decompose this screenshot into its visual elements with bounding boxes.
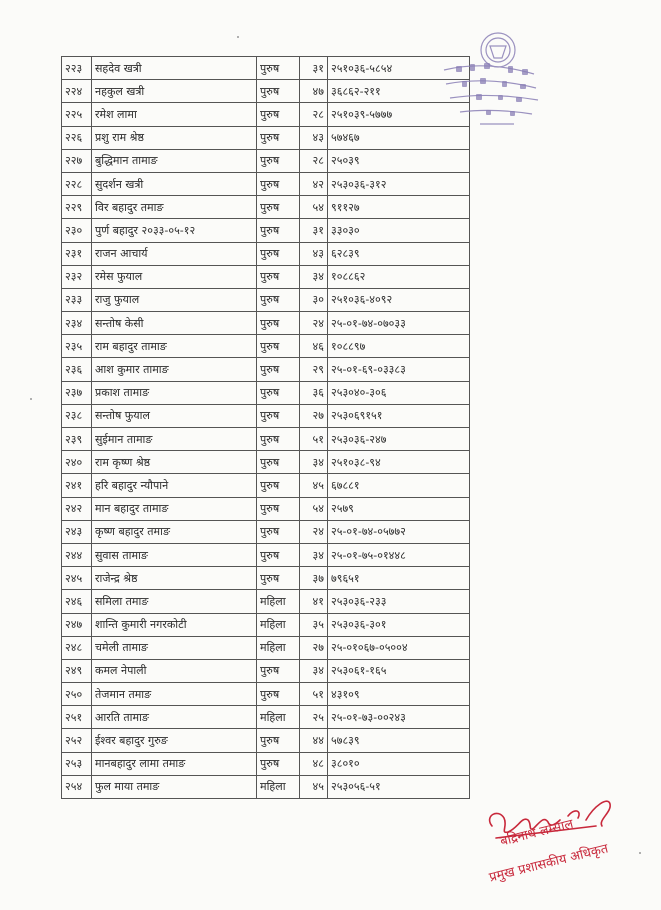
gender-cell: पुरुष	[257, 265, 300, 288]
gender-cell: पुरुष	[257, 520, 300, 543]
age-cell: २७	[300, 636, 328, 659]
age-cell: ४७	[300, 80, 328, 103]
table-row	[62, 659, 470, 682]
serial-number-cell: २५१	[62, 706, 92, 729]
table-row	[62, 103, 470, 126]
serial-number-cell: २३१	[62, 242, 92, 265]
gender-cell: पुरुष	[257, 358, 300, 381]
name-cell: चमेली तामाङ	[92, 636, 257, 659]
citizenship-id-cell: २५१०३६-४०९२	[328, 288, 470, 311]
gender-cell: पुरुष	[257, 312, 300, 335]
table-row	[62, 729, 470, 752]
table-row	[62, 497, 470, 520]
name-cell: राजन आचार्य	[92, 242, 257, 265]
serial-number-cell: २२३	[62, 57, 92, 80]
serial-number-cell: २३८	[62, 404, 92, 427]
table-row	[62, 706, 470, 729]
name-cell: प्रशु राम श्रेष्ठ	[92, 126, 257, 149]
citizenship-id-cell: २५३०३६-२३३	[328, 590, 470, 613]
gender-cell: पुरुष	[257, 683, 300, 706]
age-cell: २४	[300, 312, 328, 335]
gender-cell: पुरुष	[257, 288, 300, 311]
table-row	[62, 335, 470, 358]
gender-cell: पुरुष	[257, 381, 300, 404]
citizenship-id-cell: २५३०३६-२४७	[328, 428, 470, 451]
age-cell: २७	[300, 404, 328, 427]
table-row	[62, 219, 470, 242]
table-row	[62, 404, 470, 427]
table-row	[62, 265, 470, 288]
age-cell: २९	[300, 358, 328, 381]
gender-cell: पुरुष	[257, 149, 300, 172]
table-row	[62, 428, 470, 451]
citizenship-id-cell: २५-०१-६९-०३३८३	[328, 358, 470, 381]
gender-cell: महिला	[257, 613, 300, 636]
roster-table	[61, 56, 470, 799]
citizenship-id-cell: २५३०६९१५१	[328, 404, 470, 427]
name-cell: रमेस फुयाल	[92, 265, 257, 288]
serial-number-cell: २३६	[62, 358, 92, 381]
citizenship-id-cell: १०८८९७	[328, 335, 470, 358]
gender-cell: पुरुष	[257, 196, 300, 219]
gender-cell: पुरुष	[257, 242, 300, 265]
signatory-title: प्रमुख प्रशासकीय अधिकृत	[487, 841, 610, 886]
citizenship-id-cell: २५-०१-७४-०५७७२	[328, 520, 470, 543]
gender-cell: पुरुष	[257, 567, 300, 590]
citizenship-id-cell: ५७८३९	[328, 729, 470, 752]
table-row	[62, 80, 470, 103]
age-cell: ३४	[300, 451, 328, 474]
age-cell: २८	[300, 103, 328, 126]
age-cell: ३०	[300, 288, 328, 311]
serial-number-cell: २३४	[62, 312, 92, 335]
serial-number-cell: २४९	[62, 659, 92, 682]
name-cell: समिला तमाङ	[92, 590, 257, 613]
age-cell: २५	[300, 706, 328, 729]
table-row	[62, 242, 470, 265]
age-cell: ५४	[300, 497, 328, 520]
gender-cell: पुरुष	[257, 219, 300, 242]
office-seal-stamp	[436, 26, 551, 141]
age-cell: ३१	[300, 57, 328, 80]
name-cell: राजु फुयाल	[92, 288, 257, 311]
serial-number-cell: २५४	[62, 775, 92, 798]
table-row	[62, 636, 470, 659]
serial-number-cell: २४६	[62, 590, 92, 613]
table-row	[62, 358, 470, 381]
name-cell: बुद्धिमान तामाङ	[92, 149, 257, 172]
gender-cell: पुरुष	[257, 335, 300, 358]
name-cell: ईश्वर बहादुर गुरुङ	[92, 729, 257, 752]
table-row	[62, 288, 470, 311]
name-cell: विर बहादुर तमाङ	[92, 196, 257, 219]
citizenship-id-cell: ६७८८१	[328, 474, 470, 497]
table-row	[62, 312, 470, 335]
table-row	[62, 775, 470, 798]
gender-cell: पुरुष	[257, 474, 300, 497]
serial-number-cell: २४५	[62, 567, 92, 590]
name-cell: शान्ति कुमारी नगरकोटी	[92, 613, 257, 636]
serial-number-cell: २३०	[62, 219, 92, 242]
table-row	[62, 520, 470, 543]
gender-cell: महिला	[257, 775, 300, 798]
serial-number-cell: २४७	[62, 613, 92, 636]
table-row	[62, 543, 470, 566]
age-cell: ३७	[300, 567, 328, 590]
table-row	[62, 567, 470, 590]
citizenship-id-cell: ५७४६७	[328, 126, 470, 149]
gender-cell: महिला	[257, 636, 300, 659]
age-cell: ३४	[300, 659, 328, 682]
serial-number-cell: २२७	[62, 149, 92, 172]
name-cell: तेजमान तमाङ	[92, 683, 257, 706]
signatory-name: बद्रिनाथ लम्साल	[498, 816, 575, 850]
citizenship-id-cell: २५-०१०६७-०५००४	[328, 636, 470, 659]
scan-speck	[237, 36, 239, 38]
table-row	[62, 196, 470, 219]
serial-number-cell: २४२	[62, 497, 92, 520]
gender-cell: पुरुष	[257, 497, 300, 520]
age-cell: ५१	[300, 683, 328, 706]
age-cell: ४२	[300, 172, 328, 195]
citizenship-id-cell: २५-०१-७५-०१४४८	[328, 543, 470, 566]
serial-number-cell: २२५	[62, 103, 92, 126]
gender-cell: पुरुष	[257, 103, 300, 126]
citizenship-id-cell: ६२८३९	[328, 242, 470, 265]
citizenship-id-cell: २५३०५६-५१	[328, 775, 470, 798]
citizenship-id-cell: ७९६५१	[328, 567, 470, 590]
citizenship-id-cell: २५३०६१-१६५	[328, 659, 470, 682]
table-row	[62, 613, 470, 636]
name-cell: फुल माया तमाङ	[92, 775, 257, 798]
table-row	[62, 149, 470, 172]
age-cell: ४३	[300, 242, 328, 265]
serial-number-cell: २३३	[62, 288, 92, 311]
table-row	[62, 172, 470, 195]
serial-number-cell: २४८	[62, 636, 92, 659]
age-cell: ३४	[300, 543, 328, 566]
name-cell: राजेन्द्र श्रेष्ठ	[92, 567, 257, 590]
citizenship-id-cell: १०८८६२	[328, 265, 470, 288]
age-cell: ३४	[300, 265, 328, 288]
serial-number-cell: २४४	[62, 543, 92, 566]
citizenship-id-cell: २५-०१-७४-०७०३३	[328, 312, 470, 335]
citizenship-id-cell: ३६८६२-२११	[328, 80, 470, 103]
citizenship-id-cell: ९११२७	[328, 196, 470, 219]
name-cell: सुवास तामाङ	[92, 543, 257, 566]
age-cell: ४५	[300, 474, 328, 497]
serial-number-cell: २३७	[62, 381, 92, 404]
name-cell: मान बहादुर तामाङ	[92, 497, 257, 520]
age-cell: ३६	[300, 381, 328, 404]
gender-cell: पुरुष	[257, 451, 300, 474]
table-row	[62, 451, 470, 474]
serial-number-cell: २२६	[62, 126, 92, 149]
gender-cell: पुरुष	[257, 659, 300, 682]
citizenship-id-cell: २५३०४०-३०६	[328, 381, 470, 404]
age-cell: ३५	[300, 613, 328, 636]
table-row	[62, 752, 470, 775]
table-row	[62, 126, 470, 149]
citizenship-id-cell: २५३०३६-३०१	[328, 613, 470, 636]
gender-cell: पुरुष	[257, 428, 300, 451]
citizenship-id-cell: २५७९	[328, 497, 470, 520]
gender-cell: पुरुष	[257, 126, 300, 149]
name-cell: हरि बहादुर न्यौपाने	[92, 474, 257, 497]
gender-cell: पुरुष	[257, 57, 300, 80]
age-cell: ५१	[300, 428, 328, 451]
serial-number-cell: २२८	[62, 172, 92, 195]
name-cell: कृष्ण बहादुर तमाङ	[92, 520, 257, 543]
roster-table-body	[62, 57, 470, 799]
scan-speck	[639, 852, 641, 854]
serial-number-cell: २५०	[62, 683, 92, 706]
gender-cell: महिला	[257, 590, 300, 613]
table-row	[62, 57, 470, 80]
citizenship-id-cell: २५१०३८-९४	[328, 451, 470, 474]
citizenship-id-cell: २५३०३६-३१२	[328, 172, 470, 195]
age-cell: ४४	[300, 729, 328, 752]
gender-cell: पुरुष	[257, 729, 300, 752]
age-cell: ४६	[300, 335, 328, 358]
age-cell: ४१	[300, 590, 328, 613]
age-cell: २४	[300, 520, 328, 543]
serial-number-cell: २३५	[62, 335, 92, 358]
citizenship-id-cell: २५०३९	[328, 149, 470, 172]
serial-number-cell: २३२	[62, 265, 92, 288]
serial-number-cell: २४०	[62, 451, 92, 474]
gender-cell: पुरुष	[257, 80, 300, 103]
age-cell: २८	[300, 149, 328, 172]
name-cell: कमल नेपाली	[92, 659, 257, 682]
name-cell: सुदर्शन खत्री	[92, 172, 257, 195]
name-cell: आश कुमार तामाङ	[92, 358, 257, 381]
serial-number-cell: २४३	[62, 520, 92, 543]
scan-speck	[30, 398, 32, 400]
name-cell: रमेश लामा	[92, 103, 257, 126]
gender-cell: पुरुष	[257, 752, 300, 775]
name-cell: सन्तोष केसी	[92, 312, 257, 335]
name-cell: सहदेव खत्री	[92, 57, 257, 80]
table-row	[62, 474, 470, 497]
serial-number-cell: २२४	[62, 80, 92, 103]
name-cell: नहकुल खत्री	[92, 80, 257, 103]
age-cell: ३१	[300, 219, 328, 242]
name-cell: राम बहादुर तामाङ	[92, 335, 257, 358]
citizenship-id-cell: २५-०१-७३-००२४३	[328, 706, 470, 729]
gender-cell: पुरुष	[257, 404, 300, 427]
name-cell: प्रकाश तामाङ	[92, 381, 257, 404]
serial-number-cell: २२९	[62, 196, 92, 219]
serial-number-cell: २३९	[62, 428, 92, 451]
serial-number-cell: २५२	[62, 729, 92, 752]
age-cell: ५४	[300, 196, 328, 219]
name-cell: सन्तोष फुयाल	[92, 404, 257, 427]
age-cell: ४५	[300, 775, 328, 798]
citizenship-id-cell: ३८०१०	[328, 752, 470, 775]
table-row	[62, 683, 470, 706]
name-cell: मानबहादुर लामा तमाङ	[92, 752, 257, 775]
name-cell: सुईमान तामाङ	[92, 428, 257, 451]
gender-cell: पुरुष	[257, 172, 300, 195]
name-cell: पुर्ण बहादुर २०३३-०५-१२	[92, 219, 257, 242]
serial-number-cell: २५३	[62, 752, 92, 775]
gender-cell: पुरुष	[257, 543, 300, 566]
serial-number-cell: २४१	[62, 474, 92, 497]
table-row	[62, 381, 470, 404]
name-cell: आरति तामाङ	[92, 706, 257, 729]
age-cell: ४३	[300, 126, 328, 149]
citizenship-id-cell: ३३०३०	[328, 219, 470, 242]
age-cell: ४८	[300, 752, 328, 775]
citizenship-id-cell: २५१०३९-५७७७	[328, 103, 470, 126]
name-cell: राम कृष्ण श्रेष्ठ	[92, 451, 257, 474]
citizenship-id-cell: २५१०३६-५८५४	[328, 57, 470, 80]
table-row	[62, 590, 470, 613]
gender-cell: महिला	[257, 706, 300, 729]
citizenship-id-cell: ४३१०९	[328, 683, 470, 706]
